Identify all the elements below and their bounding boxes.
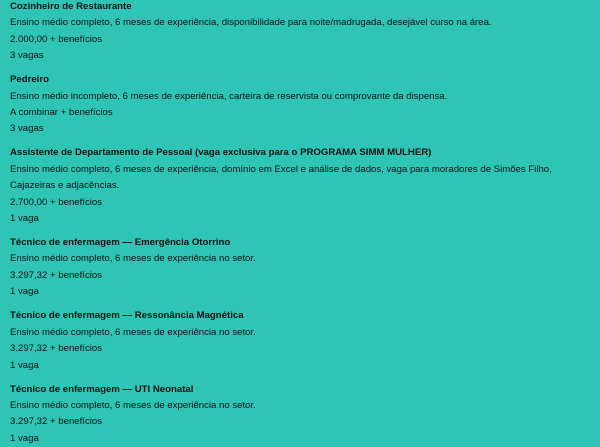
job-requirements: Ensino médio completo, 6 meses de experiência no setor. (10, 398, 600, 414)
job-requirements: Ensino médio completo, 6 meses de experiência no setor. (10, 251, 600, 267)
job-vacancies: 1 vaga (10, 431, 600, 447)
job-listing-tecnico-uti-neonatal (10, 382, 600, 447)
job-title: Técnico de enfermagem — Emergência Otorrino (10, 235, 600, 251)
job-vacancies: 3 vagas (10, 121, 600, 137)
job-title: Técnico de enfermagem — UTI Neonatal (10, 382, 600, 398)
job-salary: 3.297,32 + benefícios (10, 414, 600, 430)
job-requirements: Ensino médio incompleto, 6 meses de experiência, carteira de reservista ou comprovante da dispensa. (10, 89, 600, 105)
job-requirements: Ensino médio completo, 6 meses de experiência, disponibilidade para noite/madrugada, desejável curso na área. (10, 15, 600, 31)
job-listing-tecnico-ressonancia (10, 308, 600, 374)
job-title: Assistente de Departamento de Pessoal (vaga exclusiva para o PROGRAMA SIMM MULHER) (10, 145, 600, 161)
job-listing-pedreiro (10, 72, 600, 138)
job-listing-cozinheiro (10, 0, 600, 65)
job-salary: A combinar + benefícios (10, 105, 600, 121)
job-requirements: Ensino médio completo, 6 meses de experiência, domínio em Excel e análise de dados, vaga para moradores de Simões Filho, Cajazeiras e adjacências. (10, 162, 595, 195)
job-title: Técnico de enfermagem — Ressonância Magnética (10, 308, 600, 324)
job-salary: 3.297,32 + benefícios (10, 341, 600, 357)
job-salary: 2.000,00 + benefícios (10, 32, 600, 48)
job-salary: 3.297,32 + benefícios (10, 268, 600, 284)
job-vacancies: 1 vaga (10, 358, 600, 374)
job-listing-tecnico-otorrino (10, 235, 600, 301)
job-requirements: Ensino médio completo, 6 meses de experiência no setor. (10, 325, 600, 341)
job-title: Cozinheiro de Restaurante (10, 0, 600, 15)
job-vacancies: 1 vaga (10, 284, 600, 300)
job-listing-assistente-dp (10, 145, 600, 227)
job-salary: 2.700,00 + benefícios (10, 195, 600, 211)
job-vacancies: 1 vaga (10, 211, 600, 227)
job-vacancies: 3 vagas (10, 48, 600, 64)
job-title: Pedreiro (10, 72, 600, 88)
